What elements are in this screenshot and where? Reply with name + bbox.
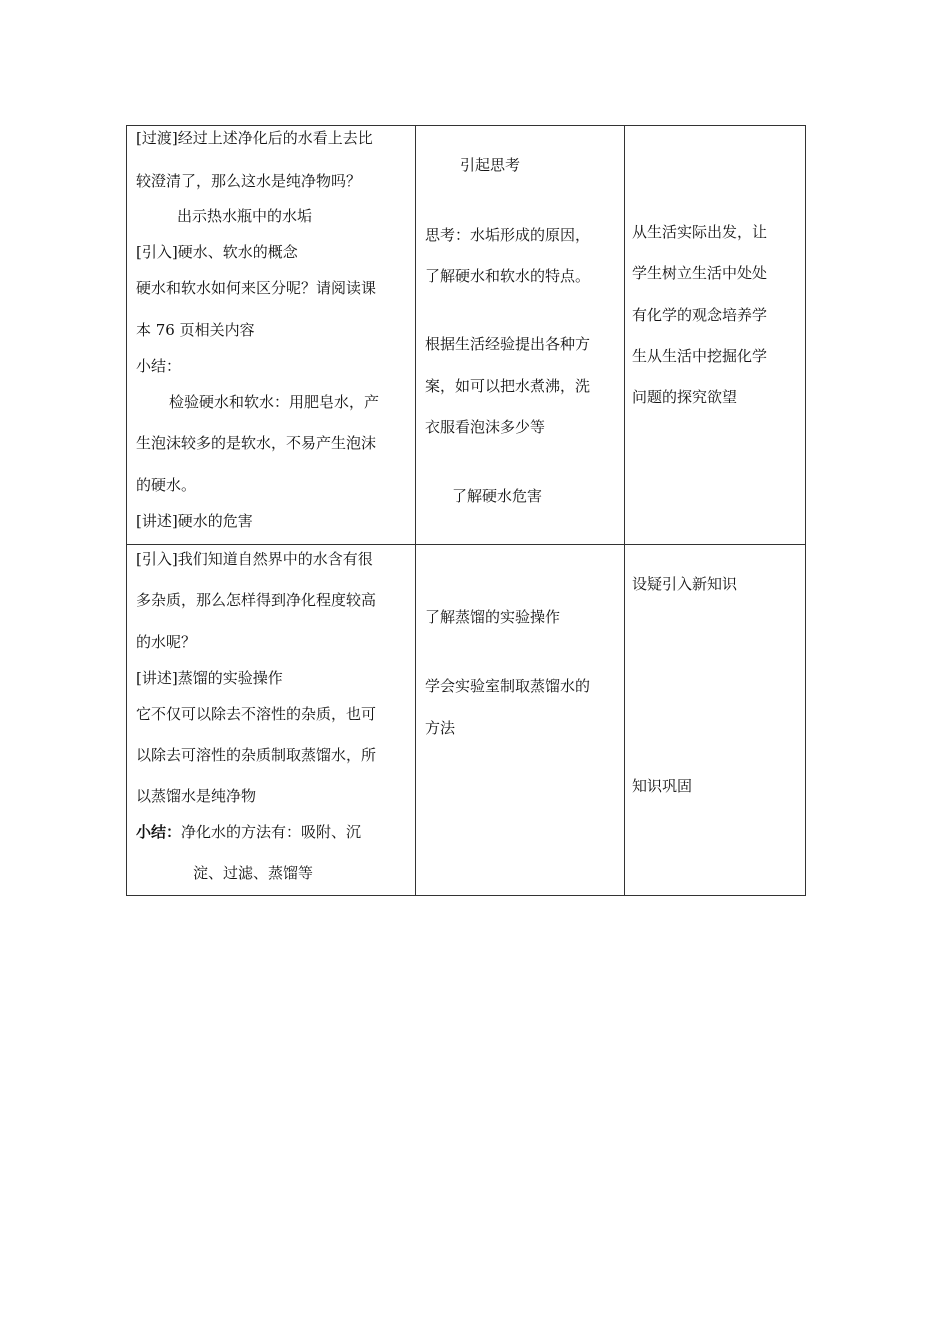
text-line: [讲述]硬水的危害 — [136, 512, 253, 530]
text-line: [引入]硬水、软水的概念 — [136, 243, 298, 261]
text-line: [引入]我们知道自然界中的水含有很 — [136, 550, 373, 568]
text-line: 学会实验室制取蒸馏水的 — [425, 677, 591, 695]
text-line: 淀、过滤、蒸馏等 — [193, 864, 314, 882]
text-line: 案，如可以把水煮沸，洗 — [425, 377, 591, 395]
text-line: 思考：水垢形成的原因， — [425, 226, 591, 244]
text-line: 生从生活中挖掘化学 — [632, 347, 768, 365]
text-line: 出示热水瓶中的水垢 — [177, 207, 313, 225]
text-line: 了解硬水危害 — [452, 487, 543, 505]
summary-text: 净化水的方法有：吸附、沉 — [181, 823, 362, 841]
text-line: 衣服看泡沫多少等 — [425, 418, 546, 436]
text-line: 了解蒸馏的实验操作 — [425, 608, 561, 626]
design-intent-cell — [625, 545, 806, 896]
text-line: 以除去可溶性的杂质制取蒸馏水，所 — [136, 746, 377, 764]
text-line: 多杂质，那么怎样得到净化程度较高 — [136, 591, 377, 609]
teacher-activity-cell — [127, 545, 416, 896]
design-intent-cell — [625, 126, 806, 545]
text-line: [讲述]蒸馏的实验操作 — [136, 669, 283, 687]
student-activity-cell — [416, 545, 625, 896]
text-line: 引起思考 — [460, 156, 521, 174]
text-line: 学生树立生活中处处 — [632, 264, 768, 282]
text-line — [136, 822, 361, 842]
text-line: 根据生活经验提出各种方 — [425, 335, 591, 353]
text-line: 从生活实际出发，让 — [632, 223, 768, 241]
text-line: [过渡]经过上述净化后的水看上去比 — [136, 129, 373, 147]
text-line: 较澄清了，那么这水是纯净物吗？ — [136, 172, 362, 190]
table-row — [127, 545, 806, 896]
table-row — [127, 126, 806, 545]
teacher-activity-cell — [127, 126, 416, 545]
text-line: 它不仅可以除去不溶性的杂质，也可 — [136, 705, 377, 723]
text-line: 检验硬水和软水：用肥皂水，产 — [169, 393, 380, 411]
lesson-plan-table — [126, 125, 806, 896]
text-line: 生泡沫较多的是软水，不易产生泡沫 — [136, 434, 377, 452]
text-line: 了解硬水和软水的特点。 — [425, 267, 591, 285]
text-line: 硬水和软水如何来区分呢？请阅读课 — [136, 279, 377, 297]
text-line: 小结： — [136, 357, 182, 375]
text-line: 知识巩固 — [632, 777, 693, 795]
text-line: 方法 — [425, 719, 456, 737]
summary-label: 小结： — [136, 823, 182, 841]
text-line: 有化学的观念培养学 — [632, 306, 768, 324]
text-line: 设疑引入新知识 — [632, 575, 738, 593]
student-activity-cell — [416, 126, 625, 545]
text-line: 的硬水。 — [136, 476, 197, 494]
text-line: 的水呢？ — [136, 633, 197, 651]
text-line: 以蒸馏水是纯净物 — [136, 787, 257, 805]
text-line: 问题的探究欲望 — [632, 388, 738, 406]
text-line: 本 76 页相关内容 — [136, 321, 255, 339]
